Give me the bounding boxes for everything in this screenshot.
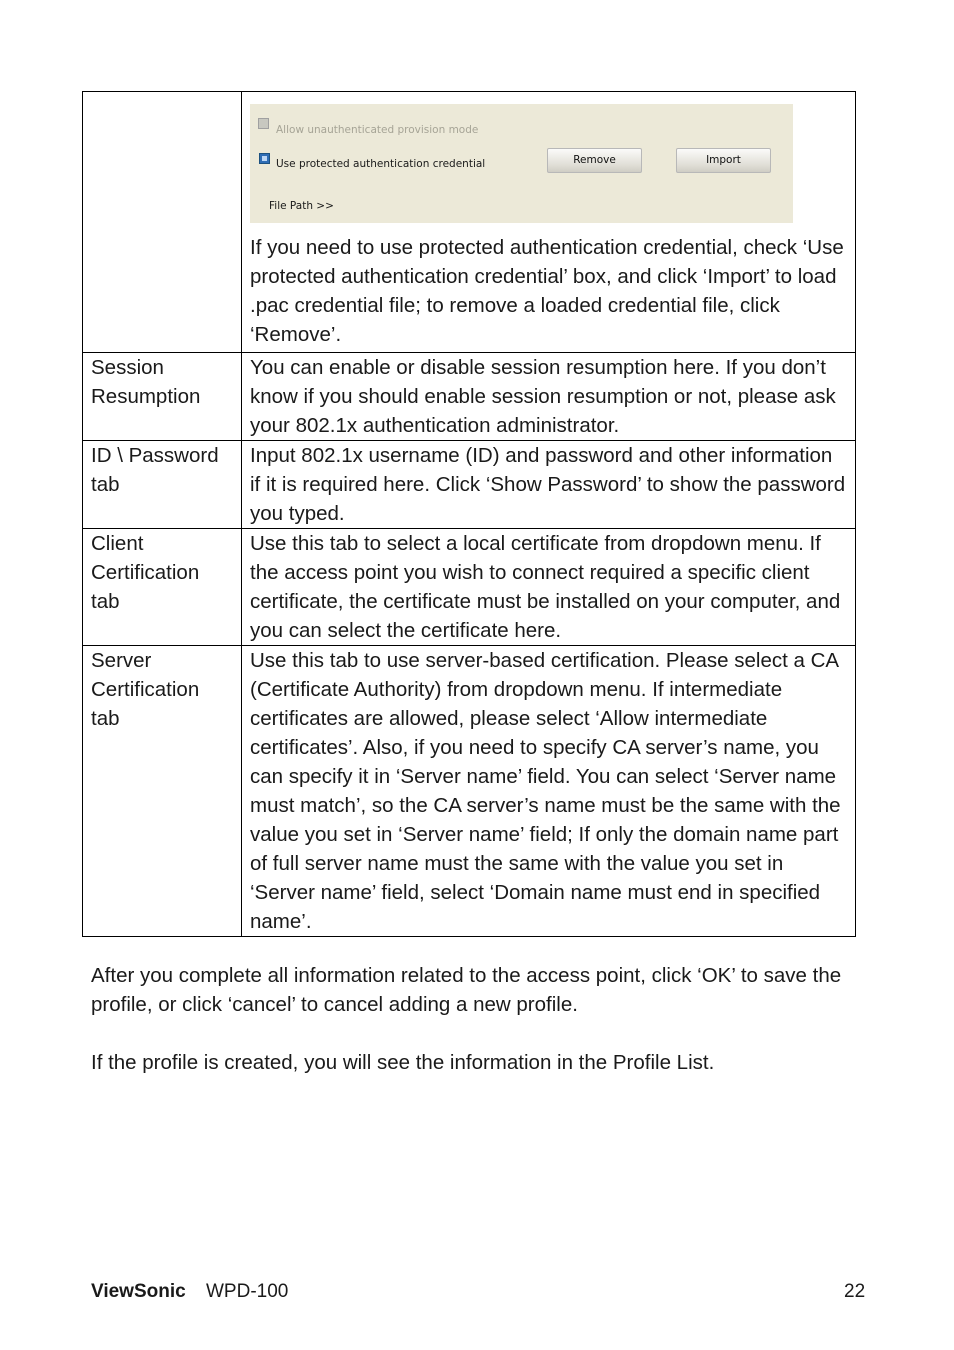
description-cell: [242, 92, 856, 353]
description-cell: Use this tab to use server-based certification. Please select a CA (Certificate Authority) from dropdown menu. If intermediate certificates are allowed, please select ‘Allow intermediate certificates’. Also, if you need to specify CA server’s name, you can specify it in ‘Server name’ field. You can select ‘Server name must match’, so the CA server’s name must be the same with the value you set in ‘Server name’ field; If only the domain name part of full server name must the same with the value you set in ‘Server name’ field, select ‘Domain name must end in specified name’.: [242, 646, 856, 937]
table-row: [83, 646, 856, 937]
term-cell: ID \ Password tab: [83, 441, 242, 529]
use-protected-credential-label: Use protected authentication credential: [276, 158, 486, 170]
remove-button[interactable]: Remove: [547, 148, 642, 173]
credential-description: If you need to use protected authentication credential, check ‘Use protected authentication credential’ box, and click ‘Import’ to load .pac credential file; to remove a loaded credential file, click ‘Remove’.: [250, 236, 844, 346]
allow-unauthenticated-checkbox[interactable]: [258, 118, 269, 129]
settings-table: [82, 91, 856, 937]
credential-dialog-screenshot: [250, 104, 793, 223]
file-path-toggle[interactable]: File Path >>: [269, 200, 334, 212]
profile-list-paragraph: If the profile is created, you will see the information in the Profile List.: [91, 1051, 715, 1074]
footer-brand: ViewSonic: [91, 1281, 186, 1302]
term-cell: [83, 92, 242, 353]
table-row: [83, 92, 856, 353]
description-cell: You can enable or disable session resumption here. If you don’t know if you should enable session resumption or not, please ask your 802.1x authentication administrator.: [242, 353, 856, 441]
footer-model: WPD-100: [206, 1281, 289, 1302]
import-button[interactable]: Import: [676, 148, 771, 173]
term-cell: Server Certification tab: [83, 646, 242, 937]
description-cell: Use this tab to select a local certificate from dropdown menu. If the access point you wish to connect required a specific client certificate, the certificate must be installed on your computer, and you can select the certificate here.: [242, 529, 856, 646]
term-cell: Client Certification tab: [83, 529, 242, 646]
use-protected-credential-checkbox[interactable]: [259, 153, 270, 164]
table-row: [83, 353, 856, 441]
allow-unauthenticated-label: Allow unauthenticated provision mode: [276, 124, 479, 136]
description-cell: Input 802.1x username (ID) and password and other information if it is required here. Click ‘Show Password’ to show the password you typed.: [242, 441, 856, 529]
table-row: [83, 529, 856, 646]
term-cell: Session Resumption: [83, 353, 242, 441]
table-row: [83, 441, 856, 529]
save-profile-paragraph: After you complete all information related to the access point, click ‘OK’ to save the profile, or click ‘cancel’ to cancel adding a new profile.: [91, 964, 842, 1016]
page-number: 22: [844, 1281, 866, 1302]
